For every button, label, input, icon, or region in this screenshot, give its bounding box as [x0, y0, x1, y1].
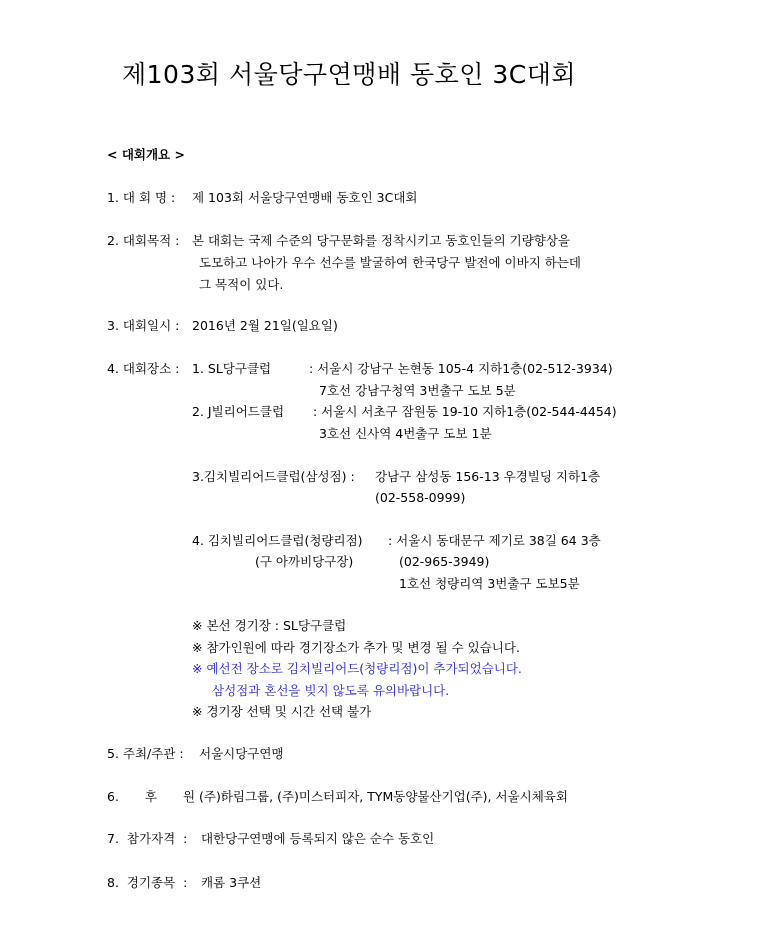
s7-value: 대한당구연맹에 등록되지 않은 순수 동호인 — [201, 831, 435, 846]
venue3-name: 3.김치빌리어드클럽(삼성점) : — [192, 469, 355, 484]
venue4-former-name: (구 아까비당구장) — [255, 554, 354, 569]
venue4-access: 1호선 청량리역 3번출구 도보5분 — [399, 576, 580, 591]
s2-line-2: 도모하고 나아가 우수 선수를 발굴하여 한국당구 발전에 이바지 하는데 — [199, 255, 581, 270]
venue2-address: : 서울시 서초구 잠원동 19-10 지하1층(02-544-4454) — [313, 404, 617, 419]
venue4-phone: (02-965-3949) — [399, 554, 490, 569]
s3-label: 3. 대회일시 : — [107, 318, 180, 333]
s5-value: 서울시당구연맹 — [199, 746, 284, 761]
note-no-selection: ※ 경기장 선택 및 시간 선택 불가 — [192, 704, 372, 719]
s6-label: 6. 후 원 : — [107, 789, 226, 804]
s7-label: 7. 참가자격 : — [107, 831, 188, 846]
note-venue-change: ※ 참가인원에 따라 경기장소가 추가 및 변경 될 수 있습니다. — [192, 640, 520, 655]
note-venue-added: ※ 예선전 장소로 김치빌리어드(청량리점)이 추가되었습니다. — [192, 661, 522, 676]
s3-value: 2016년 2월 21일(일요일) — [192, 318, 338, 333]
s6-value: (주)하림그룹, (주)미스터피자, TYM동양물산기업(주), 서울시체육회 — [199, 789, 568, 804]
venue3-phone: (02-558-0999) — [375, 490, 466, 505]
venue1-access: 7호선 강남구청역 3번출구 도보 5분 — [319, 383, 516, 398]
s2-line-1: 본 대회는 국제 수준의 당구문화를 정착시키고 동호인들의 기량향상을 — [192, 233, 570, 248]
s8-value: 캐롬 3쿠션 — [201, 875, 262, 890]
venue1-name: 1. SL당구클럽 — [192, 361, 272, 376]
note-venue-added-caution: 삼성점과 혼선을 빚지 않도록 유의바랍니다. — [212, 683, 450, 698]
s2-line-3: 그 목적이 있다. — [199, 277, 284, 292]
overview-heading: < 대회개요 > — [107, 147, 185, 162]
s5-label: 5. 주최/주관 : — [107, 746, 184, 761]
venue4-address: : 서울시 동대문구 제기로 38길 64 3층 — [388, 533, 601, 548]
s2-label: 2. 대회목적 : — [107, 233, 180, 248]
note-main-venue: ※ 본선 경기장 : SL당구클럽 — [192, 618, 347, 633]
venue2-name: 2. J빌리어드클럽 — [192, 404, 285, 419]
venue3-address: 강남구 삼성동 156-13 우경빌딩 지하1층 — [375, 469, 601, 484]
venue2-access: 3호선 신사역 4번출구 도보 1분 — [319, 426, 492, 441]
s1-label: 1. 대 회 명 : — [107, 190, 176, 205]
document-title: 제103회 서울당구연맹배 동호인 3C대회 — [122, 60, 577, 89]
s4-label: 4. 대회장소 : — [107, 361, 180, 376]
venue4-name: 4. 김치빌리어드클럽(청량리점) — [192, 533, 363, 548]
s1-value: 제 103회 서울당구연맹배 동호인 3C대회 — [192, 190, 418, 205]
venue1-address: : 서울시 강남구 논현동 105-4 지하1층(02-512-3934) — [309, 361, 613, 376]
s8-label: 8. 경기종목 : — [107, 875, 188, 890]
